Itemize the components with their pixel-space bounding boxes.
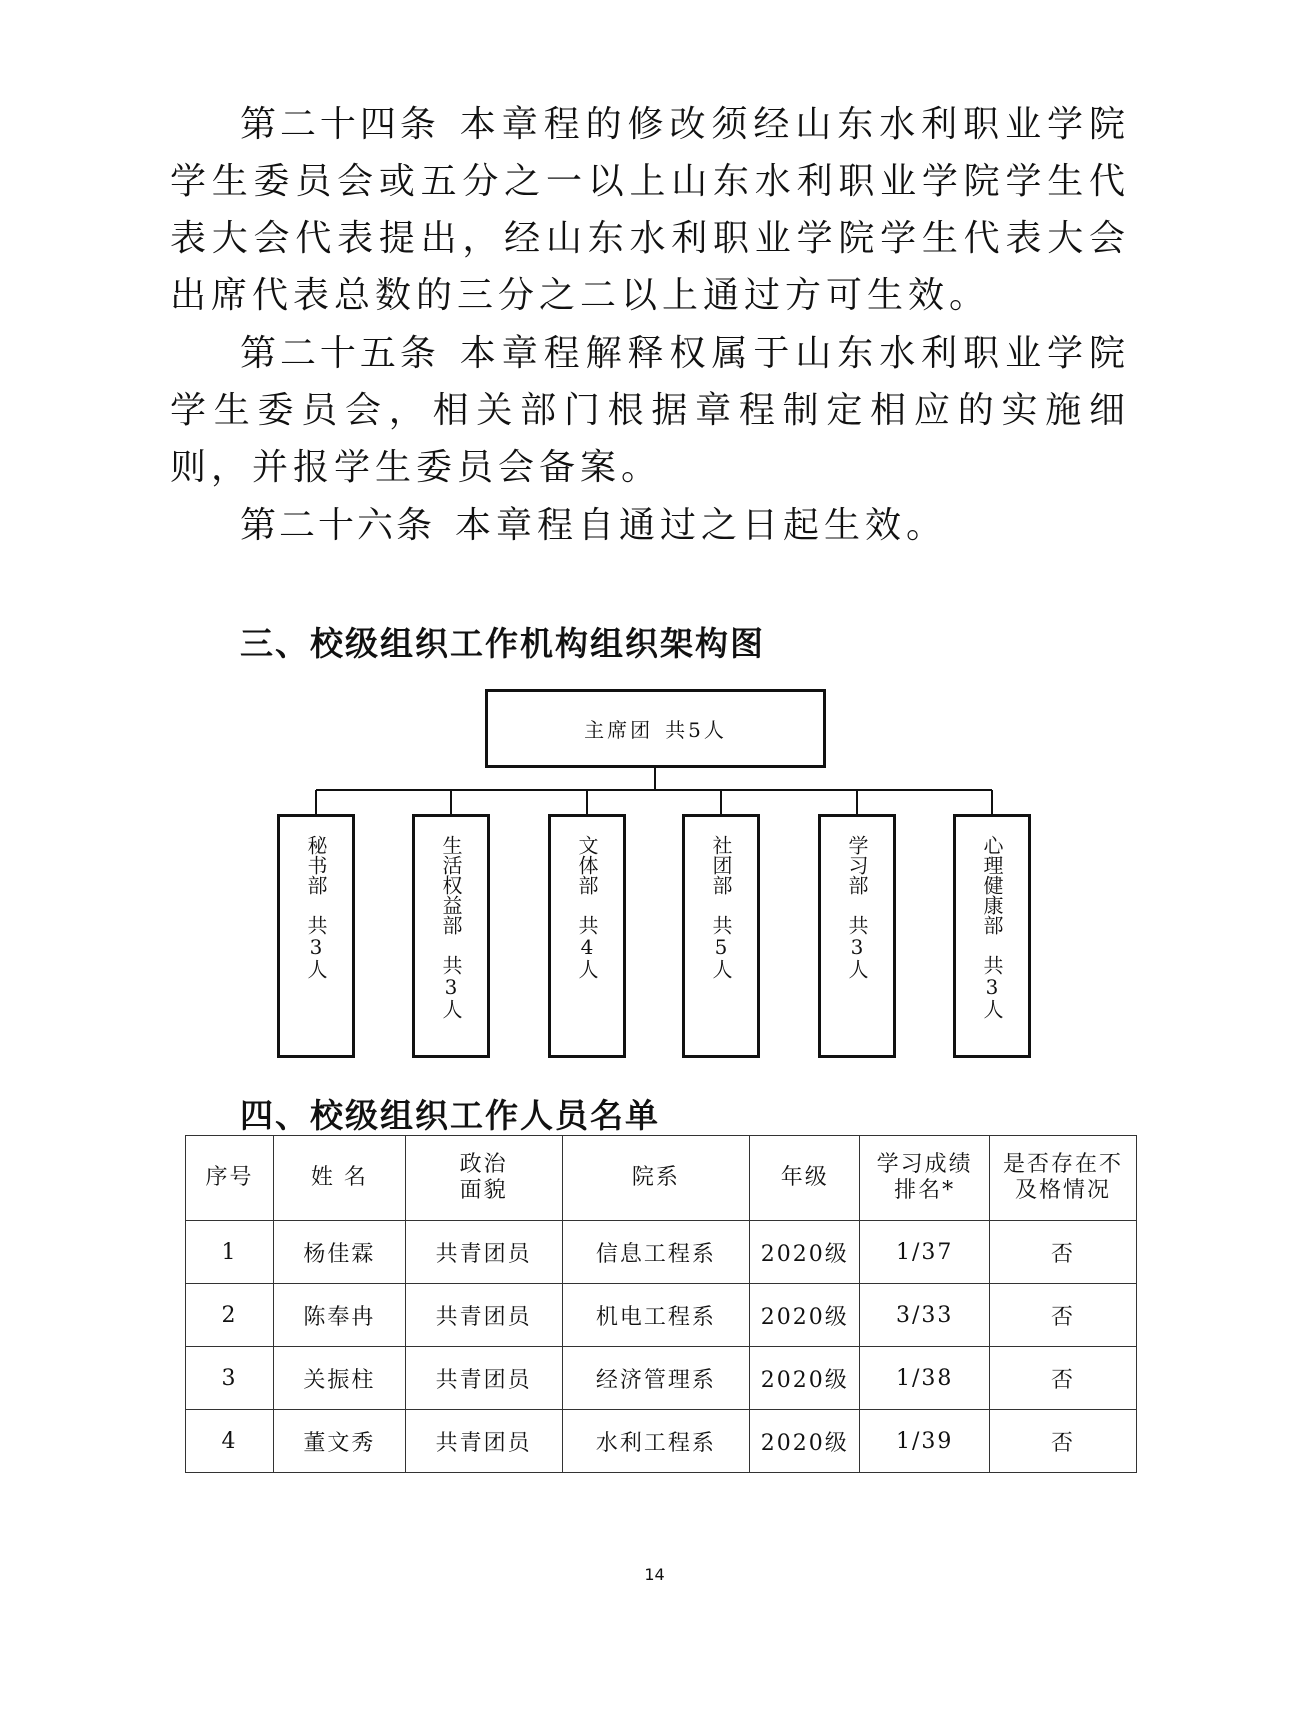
- table-cell: 水利工程系: [562, 1410, 750, 1473]
- table-header-cell: 序号: [186, 1136, 274, 1221]
- article-26-text: 本章程自通过之日起生效。: [455, 505, 948, 546]
- org-top-name: 主席团: [584, 718, 654, 742]
- table-header-cell: 是否存在不 及格情况: [990, 1136, 1137, 1221]
- table-cell: 否: [990, 1284, 1137, 1347]
- table-cell: 否: [990, 1221, 1137, 1284]
- table-cell: 共青团员: [405, 1221, 562, 1284]
- table-row: [186, 1347, 1137, 1410]
- org-connector-stem: [654, 768, 656, 790]
- article-24: [170, 96, 1130, 324]
- org-dept-name: 社团部: [709, 835, 733, 895]
- org-connector-drop: [586, 790, 588, 814]
- org-dept-count: 共3人: [845, 915, 869, 979]
- org-dept-count: 共5人: [709, 915, 733, 979]
- org-dept-box: [953, 814, 1031, 1058]
- org-connector-drop: [856, 790, 858, 814]
- article-25-label: 第二十五条: [240, 333, 440, 374]
- org-dept-name: 文体部: [575, 835, 599, 895]
- table-cell: 1/37: [860, 1221, 990, 1284]
- table-header-row: [186, 1136, 1137, 1221]
- table-cell: 董文秀: [273, 1410, 405, 1473]
- article-26: [170, 497, 1130, 554]
- staff-table: [185, 1135, 1137, 1473]
- org-connector-drop: [450, 790, 452, 814]
- table-cell: 3/33: [860, 1284, 990, 1347]
- table-cell: 2020级: [750, 1347, 860, 1410]
- table-row: [186, 1284, 1137, 1347]
- org-dept-box: [682, 814, 760, 1058]
- table-cell: 1/39: [860, 1410, 990, 1473]
- org-connector-drop: [991, 790, 993, 814]
- table-row: [186, 1410, 1137, 1473]
- org-dept-count: 共3人: [304, 915, 328, 979]
- table-header-cell: 学习成绩 排名*: [860, 1136, 990, 1221]
- org-dept-box: [548, 814, 626, 1058]
- org-dept-box: [277, 814, 355, 1058]
- table-cell: 共青团员: [405, 1284, 562, 1347]
- article-25: [170, 325, 1130, 496]
- org-connector-bar: [316, 789, 992, 791]
- table-cell: 陈奉冉: [273, 1284, 405, 1347]
- table-cell: 1: [186, 1221, 274, 1284]
- org-dept-box: [412, 814, 490, 1058]
- org-dept-count: 共3人: [980, 955, 1004, 1019]
- table-cell: 1/38: [860, 1347, 990, 1410]
- table-header-cell: 年级: [750, 1136, 860, 1221]
- article-24-text: 本章程的修改须经山东水利职业学院学生委员会或五分之一以上山东水利职业学院学生代表大会代表提出，经山东水利职业学院学生代表大会出席代表总数的三分之二以上通过方可生效。: [170, 104, 1130, 316]
- article-26-label: 第二十六条: [240, 505, 436, 546]
- table-cell: 关振柱: [273, 1347, 405, 1410]
- org-connector-drop: [315, 790, 317, 814]
- org-top-count: 共5人: [665, 718, 727, 742]
- table-cell: 机电工程系: [562, 1284, 750, 1347]
- table-header-cell: 政治 面貌: [405, 1136, 562, 1221]
- table-cell: 4: [186, 1410, 274, 1473]
- table-cell: 共青团员: [405, 1347, 562, 1410]
- table-cell: 2020级: [750, 1284, 860, 1347]
- table-row: [186, 1221, 1137, 1284]
- table-cell: 杨佳霖: [273, 1221, 405, 1284]
- table-cell: 3: [186, 1347, 274, 1410]
- section4-title: 四、校级组织工作人员名单: [240, 1096, 660, 1135]
- table-cell: 信息工程系: [562, 1221, 750, 1284]
- org-dept-name: 生活权益部: [439, 835, 463, 935]
- org-dept-name: 心理健康部: [980, 835, 1004, 935]
- table-cell: 2020级: [750, 1410, 860, 1473]
- org-dept-count: 共4人: [575, 915, 599, 979]
- org-top-box: [485, 689, 826, 768]
- table-cell: 共青团员: [405, 1410, 562, 1473]
- table-cell: 2020级: [750, 1221, 860, 1284]
- table-cell: 经济管理系: [562, 1347, 750, 1410]
- page-number: 14: [644, 1565, 665, 1584]
- article-25-text: 本章程解释权属于山东水利职业学院学生委员会，相关部门根据章程制定相应的实施细则，并报学生委员会备案。: [170, 333, 1130, 488]
- org-dept-count: 共3人: [439, 955, 463, 1019]
- table-cell: 2: [186, 1284, 274, 1347]
- org-dept-name: 秘书部: [304, 835, 328, 895]
- org-dept-box: [818, 814, 896, 1058]
- table-cell: 否: [990, 1347, 1137, 1410]
- org-dept-name: 学习部: [845, 835, 869, 895]
- article-24-label: 第二十四条: [240, 104, 440, 145]
- org-connector-drop: [720, 790, 722, 814]
- table-header-cell: 姓 名: [273, 1136, 405, 1221]
- section3-title: 三、校级组织工作机构组织架构图: [240, 624, 765, 663]
- table-cell: 否: [990, 1410, 1137, 1473]
- table-header-cell: 院系: [562, 1136, 750, 1221]
